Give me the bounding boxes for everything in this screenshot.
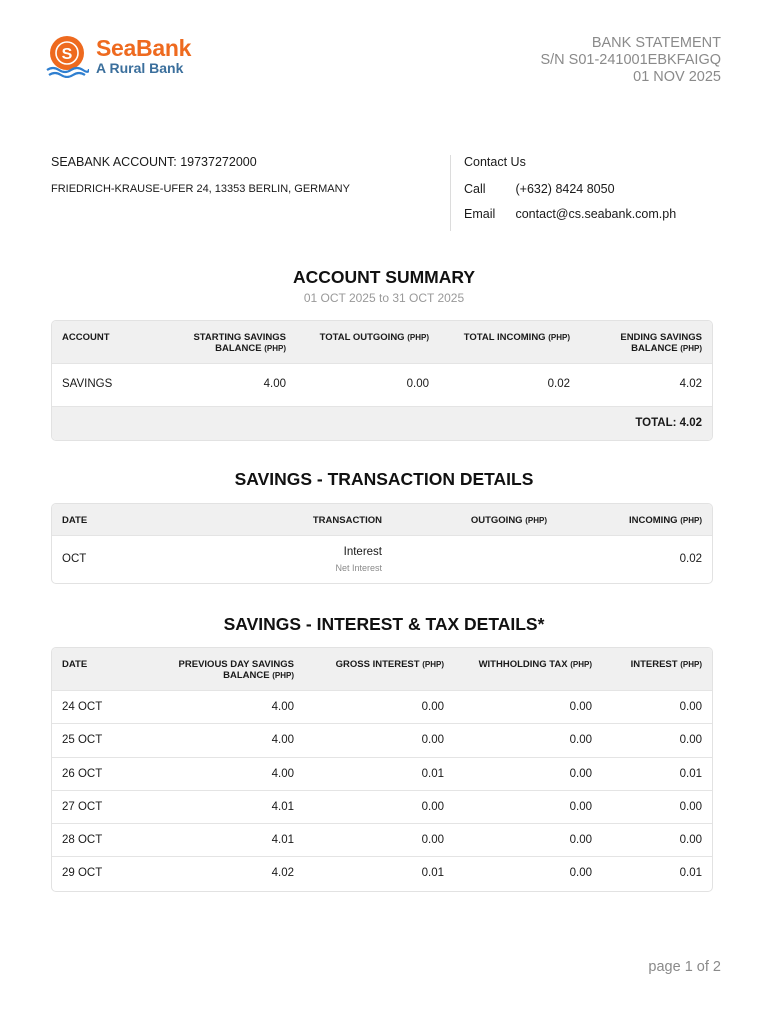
contact-email-row	[464, 207, 676, 221]
info-divider	[450, 155, 451, 231]
cell-interest: 0.01	[679, 767, 702, 780]
statement-header	[540, 35, 721, 86]
account-number: SEABANK ACCOUNT: 19737272000	[51, 155, 257, 169]
cell-prev-balance: 4.00	[271, 767, 294, 780]
statement-serial: S/N S01-241001EBKFAIGQ	[540, 52, 721, 68]
cell-account: SAVINGS	[62, 378, 113, 390]
seabank-s-logo-icon	[45, 34, 89, 78]
cell-prev-balance: 4.01	[271, 800, 294, 813]
statement-date: 01 NOV 2025	[633, 69, 721, 85]
contact-email-value[interactable]: contact@cs.seabank.com.ph	[515, 207, 677, 221]
cell-interest: 0.00	[679, 834, 702, 847]
cell-gross: 0.00	[421, 800, 444, 813]
cell-interest: 0.00	[679, 800, 702, 813]
cell-gross: 0.00	[421, 834, 444, 847]
table-row	[52, 364, 712, 407]
cell-incoming: 0.02	[679, 553, 702, 565]
cell-prev-balance: 4.00	[271, 701, 294, 713]
col-starting-balance: STARTING SAVINGS BALANCE (PHP)	[193, 332, 286, 354]
cell-tax: 0.00	[569, 767, 592, 780]
summary-total: TOTAL: 4.02	[635, 417, 702, 429]
account-summary-title: ACCOUNT SUMMARY	[292, 267, 476, 287]
cell-prev-balance: 4.02	[271, 867, 294, 880]
interest-tax-title: SAVINGS - INTEREST & TAX DETAILS*	[223, 614, 545, 634]
col-incoming: INCOMING (PHP)	[629, 515, 702, 526]
col-total-outgoing: TOTAL OUTGOING (PHP)	[319, 332, 429, 343]
table-row	[52, 691, 712, 724]
table-row	[52, 724, 712, 757]
brand-tagline: A Rural Bank	[96, 60, 184, 76]
cell-ending: 4.02	[679, 378, 702, 390]
transaction-details-table	[51, 503, 713, 584]
table-row	[52, 824, 712, 857]
interest-tax-table	[51, 647, 713, 892]
cell-tax: 0.00	[569, 867, 592, 880]
table-row	[52, 536, 712, 583]
contact-call-label: Call	[464, 182, 486, 196]
cell-gross: 0.01	[421, 867, 444, 880]
col-total-incoming: TOTAL INCOMING (PHP)	[463, 332, 570, 343]
cell-date: 28 OCT	[62, 834, 103, 847]
col-date: DATE	[62, 659, 88, 670]
col-transaction: TRANSACTION	[312, 515, 382, 526]
cell-starting: 4.00	[263, 378, 286, 390]
interest-rows	[52, 691, 712, 891]
page-indicator: page 1 of 2	[648, 959, 721, 975]
cell-interest: 0.00	[679, 734, 702, 747]
col-account: ACCOUNT	[62, 332, 110, 343]
cell-gross: 0.00	[421, 701, 444, 713]
cell-gross: 0.01	[421, 767, 444, 780]
col-gross-interest: GROSS INTEREST (PHP)	[335, 659, 444, 670]
cell-interest: 0.01	[679, 867, 702, 880]
cell-interest: 0.00	[679, 701, 702, 713]
transaction-note: Net Interest	[335, 563, 382, 573]
cell-date: 29 OCT	[62, 867, 103, 880]
cell-tax: 0.00	[569, 834, 592, 847]
brand-name: SeaBank	[96, 35, 192, 61]
table-header-row	[52, 504, 712, 536]
cell-date: 25 OCT	[62, 734, 103, 747]
contact-email-label: Email	[464, 207, 496, 221]
contact-heading: Contact Us	[464, 155, 526, 169]
table-row	[52, 857, 712, 890]
account-summary-table	[51, 320, 713, 441]
cell-date: 26 OCT	[62, 767, 103, 780]
transaction-label: Interest	[343, 546, 382, 558]
col-withholding-tax: WITHHOLDING TAX (PHP)	[478, 659, 592, 670]
table-header-row	[52, 648, 712, 691]
cell-date: 27 OCT	[62, 800, 103, 813]
svg-text:S: S	[61, 46, 73, 63]
cell-prev-balance: 4.00	[271, 734, 294, 747]
cell-outgoing: 0.00	[406, 378, 429, 390]
col-previous-balance: PREVIOUS DAY SAVINGS BALANCE (PHP)	[178, 659, 294, 681]
table-header-row	[52, 321, 712, 364]
cell-tax: 0.00	[569, 734, 592, 747]
contact-call-row	[464, 182, 615, 196]
contact-call-value[interactable]: (+632) 8424 8050	[515, 182, 615, 196]
statement-title: BANK STATEMENT	[591, 35, 721, 51]
table-row	[52, 791, 712, 824]
col-date: DATE	[62, 515, 88, 526]
total-row	[52, 407, 712, 440]
col-outgoing: OUTGOING (PHP)	[470, 515, 547, 526]
col-ending-balance: ENDING SAVINGS BALANCE (PHP)	[620, 332, 702, 354]
cell-date: OCT	[62, 553, 87, 565]
cell-date: 24 OCT	[62, 701, 103, 713]
cell-prev-balance: 4.01	[271, 834, 294, 847]
cell-transaction	[335, 546, 382, 573]
cell-incoming: 0.02	[547, 378, 570, 390]
col-interest: INTEREST (PHP)	[630, 659, 702, 670]
account-summary-period: 01 OCT 2025 to 31 OCT 2025	[303, 291, 465, 305]
cell-tax: 0.00	[569, 800, 592, 813]
transaction-details-title: SAVINGS - TRANSACTION DETAILS	[234, 469, 534, 489]
table-row	[52, 758, 712, 791]
cell-gross: 0.00	[421, 734, 444, 747]
account-address: FRIEDRICH-KRAUSE-UFER 24, 13353 BERLIN, GERMANY	[51, 183, 350, 195]
cell-tax: 0.00	[569, 701, 592, 713]
seabank-logo	[45, 33, 205, 79]
